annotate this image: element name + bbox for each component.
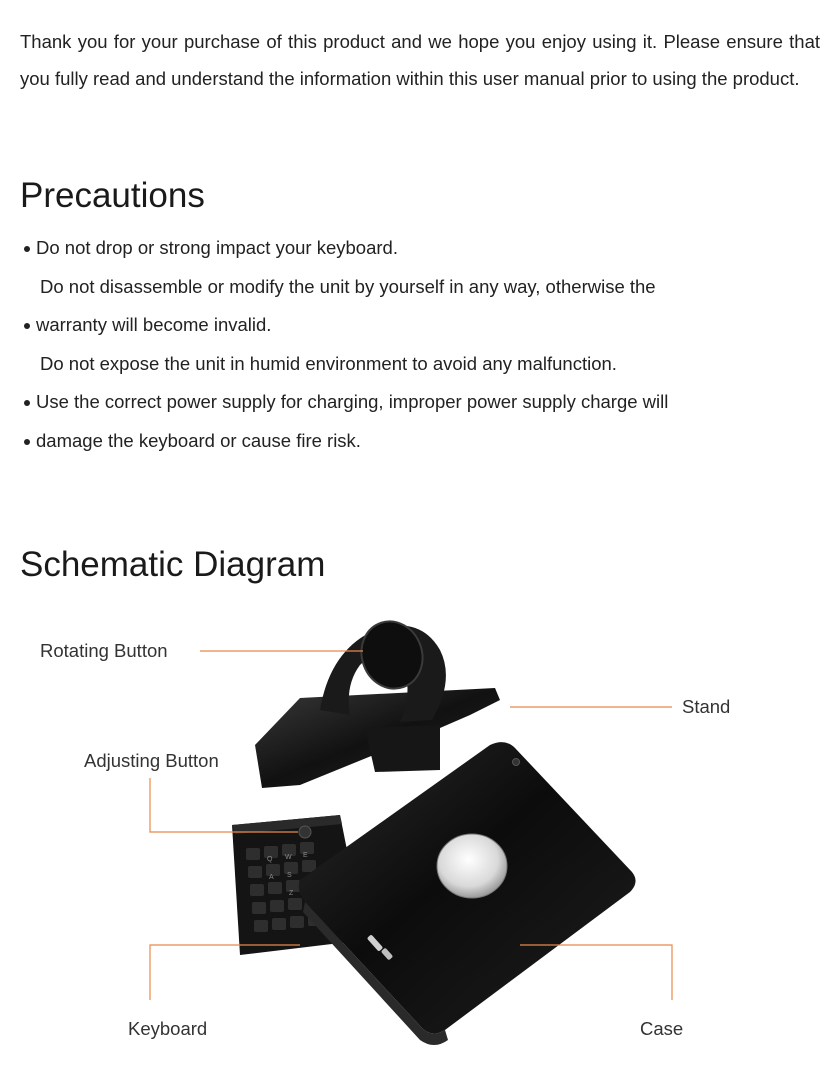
bullet-icon (24, 400, 30, 406)
stand-label: Stand (682, 696, 731, 717)
key-e-text: E (303, 852, 308, 859)
precaution-line: Do not drop or strong impact your keyboard. (24, 229, 814, 268)
key-z-text: Z (289, 890, 294, 897)
product-illustration (0, 610, 832, 1081)
bullet-icon (24, 323, 30, 329)
rotating-button-label: Rotating Button (40, 640, 168, 661)
key-a-text: A (269, 874, 274, 881)
schematic-diagram-heading: Schematic Diagram (20, 545, 326, 584)
precaution-line: damage the keyboard or cause fire risk. (24, 422, 814, 461)
key-w-text: W (285, 854, 292, 861)
case-label: Case (640, 1018, 684, 1039)
precautions-heading: Precautions (20, 176, 205, 215)
adjusting-button-label: Adjusting Button (84, 750, 219, 771)
bullet-icon (24, 439, 30, 445)
precautions-list (24, 229, 814, 460)
stand-part (255, 613, 500, 788)
precaution-line: Use the correct power supply for charging, improper power supply charge will (24, 383, 814, 422)
key-q-text: Q (267, 856, 273, 863)
bullet-icon (24, 246, 30, 252)
case-part (299, 742, 636, 1045)
keyboard-label: Keyboard (128, 1018, 208, 1039)
precaution-line: Do not disassemble or modify the unit by yourself in any way, otherwise the (40, 275, 656, 297)
precaution-line: warranty will become invalid. (24, 306, 814, 345)
precaution-line: Do not expose the unit in humid environment to avoid any malfunction. (40, 352, 617, 374)
key-s-text: S (287, 872, 292, 879)
schematic-diagram (0, 610, 832, 1081)
intro-paragraph: Thank you for your purchase of this product and we hope you enjoy using it. Please ensure that you fully read and understand the information within this user manual prior to using the product. (20, 30, 820, 89)
